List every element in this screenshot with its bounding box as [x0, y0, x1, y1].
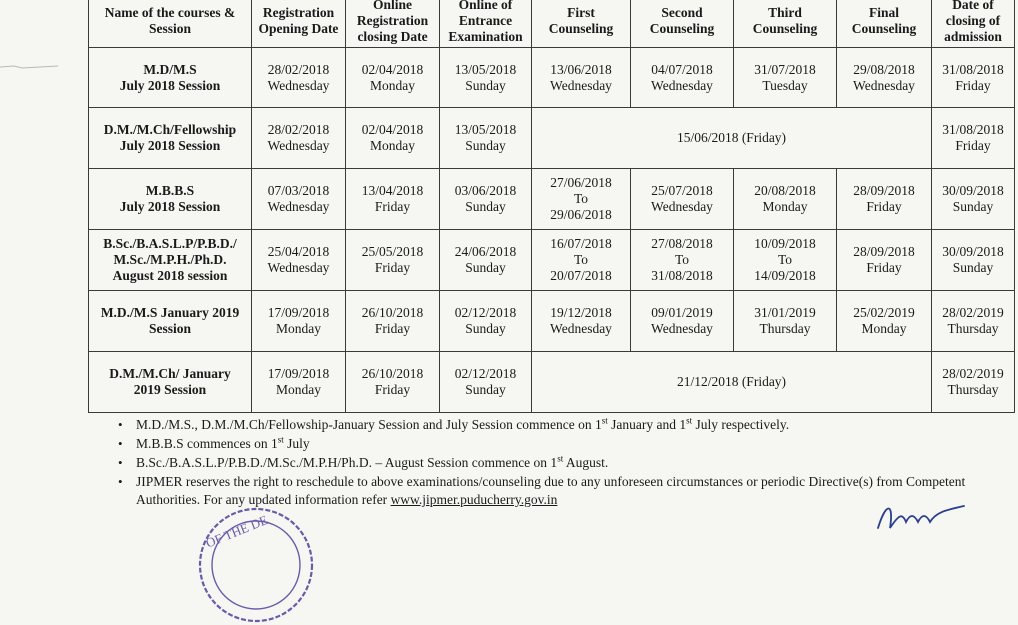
cell-line: 02/04/2018: [361, 61, 424, 77]
header-final-counseling: [837, 0, 932, 48]
cell-line: 28/02/2019: [942, 305, 1004, 320]
second-counseling-cell: [631, 169, 734, 230]
cell-line: Tuesday: [762, 77, 808, 93]
closing-cell: [932, 169, 1015, 230]
course-cell: [89, 169, 252, 230]
cell-line: 02/12/2018: [454, 366, 517, 381]
course-cell: [89, 230, 252, 291]
cell-line: Monday: [762, 199, 808, 214]
cell-line: M.B.B.S: [145, 183, 195, 198]
cell-line: 13/04/2018: [361, 183, 424, 198]
cell-line: Sunday: [952, 260, 994, 275]
cell-line: Monday: [276, 382, 321, 397]
table-row: [89, 352, 1015, 413]
final-counseling-cell: [837, 230, 932, 291]
third-counseling-cell: [734, 230, 837, 291]
header-course: [89, 0, 252, 48]
cell-line: Friday: [374, 321, 411, 336]
cell-line: To: [573, 252, 589, 267]
cell-line: July 2018 Session: [119, 199, 221, 214]
course-cell: [89, 291, 252, 352]
cell-line: Name of the courses & Session: [104, 5, 236, 36]
header-second-counseling: [631, 0, 734, 48]
note-session-commencement: • M.D./M.S., D.M./M.Ch/Fellowship-January Session and July Session commence on 1st January and 1st July respectively.: [118, 416, 1008, 434]
cell-line: 31/07/2018: [754, 61, 816, 77]
cell-line: Second Counseling: [649, 5, 715, 36]
cell-line: Wednesday: [550, 77, 612, 93]
cell-line: 16/07/2018: [550, 236, 612, 251]
cell-line: Session: [148, 321, 192, 336]
scan-margin-mark: [0, 64, 60, 70]
cell-line: Sunday: [952, 199, 994, 214]
cell-line: 14/09/2018: [754, 268, 816, 283]
closing-cell: [932, 230, 1015, 291]
reg-close-cell: [346, 230, 440, 291]
final-counseling-cell: [837, 291, 932, 352]
cell-line: D.M./M.Ch/ January: [109, 366, 231, 381]
cell-line: Online Registration closing Date: [356, 0, 429, 44]
cell-line: 02/12/2018: [454, 305, 517, 320]
header-row: [89, 0, 1015, 48]
cell-line: Wednesday: [651, 77, 713, 93]
header-closing-admission: [932, 0, 1015, 48]
exam-cell: [440, 291, 532, 352]
cell-line: To: [777, 252, 793, 267]
cell-line: Wednesday: [267, 138, 330, 153]
reg-open-cell: [252, 230, 346, 291]
cell-line: 17/09/2018: [267, 305, 330, 320]
header-registration-closing: [346, 0, 440, 48]
merged-counseling-cell: 21/12/2018 (Friday): [532, 352, 932, 413]
cell-line: 13/05/2018: [454, 61, 517, 77]
cell-line: 09/01/2019: [651, 305, 713, 320]
cell-line: 2019 Session: [133, 382, 207, 397]
cell-line: 28/02/2019: [942, 366, 1004, 381]
first-counseling-cell: [532, 48, 631, 108]
cell-line: 19/12/2018: [550, 305, 612, 320]
cell-line: 28/02/2018: [267, 122, 330, 137]
cell-line: Wednesday: [267, 77, 330, 93]
cell-line: July 2018 Session: [119, 77, 221, 93]
exam-cell: [440, 108, 532, 169]
reg-open-cell: [252, 291, 346, 352]
cell-line: 31/08/2018: [942, 122, 1004, 137]
first-counseling-cell: [532, 230, 631, 291]
cell-line: 27/08/2018: [651, 236, 713, 251]
cell-line: 04/07/2018: [651, 61, 713, 77]
cell-line: 25/02/2019: [853, 305, 915, 320]
signature: [872, 498, 972, 534]
cell-line: B.Sc./B.A.S.L.P/P.B.D./: [103, 236, 237, 251]
cell-line: Friday: [374, 199, 411, 214]
cell-line: To: [573, 191, 589, 206]
header-registration-opening: [252, 0, 346, 48]
notes-list: [118, 416, 1008, 510]
cell-line: 24/06/2018: [454, 244, 517, 259]
cell-line: 13/06/2018: [550, 61, 612, 77]
cell-line: Thursday: [759, 321, 811, 336]
cell-line: Friday: [374, 382, 411, 397]
cell-line: Friday: [374, 260, 411, 275]
cell-line: Wednesday: [550, 321, 612, 336]
header-third-counseling: [734, 0, 837, 48]
exam-cell: [440, 352, 532, 413]
reg-close-cell: [346, 108, 440, 169]
cell-line: 25/05/2018: [361, 244, 424, 259]
cell-line: Final Counseling: [851, 5, 917, 36]
cell-line: Monday: [370, 138, 415, 153]
closing-cell: [932, 48, 1015, 108]
note-august-session: • B.Sc./B.A.S.L.P/P.B.D./M.Sc./M.P.H/Ph.D. – August Session commence on 1st August.: [118, 454, 1008, 472]
cell-line: 25/04/2018: [267, 244, 330, 259]
cell-line: 31/08/2018: [942, 61, 1004, 77]
cell-line: Wednesday: [267, 260, 330, 275]
closing-cell: [932, 291, 1015, 352]
cell-line: D.M./M.Ch/Fellowship: [103, 122, 237, 137]
exam-cell: [440, 169, 532, 230]
first-counseling-cell: [532, 291, 631, 352]
seal-text: OF THE DE: [203, 512, 270, 551]
first-counseling-cell: [532, 169, 631, 230]
note-reschedule-disclaimer: • JIPMER reserves the right to reschedule to above examinations/counseling due to any unforeseen circumstances or periodic Directive(s) from Competent Authorities. For any updated information refer www.jipmer.puducherry.gov.in: [118, 473, 1008, 509]
reg-close-cell: [346, 291, 440, 352]
cell-line: Wednesday: [651, 321, 713, 336]
second-counseling-cell: [631, 230, 734, 291]
official-seal: [196, 505, 316, 625]
table-row: [89, 48, 1015, 108]
final-counseling-cell: [837, 169, 932, 230]
cell-line: Friday: [866, 199, 902, 214]
cell-line: 10/09/2018: [754, 236, 816, 251]
admission-schedule-table: [88, 0, 1015, 413]
note-mbbs-commencement: • M.B.B.S commences on 1st July: [118, 435, 1008, 453]
cell-line: 29/08/2018: [853, 61, 915, 77]
cell-line: M.Sc./M.P.H./Ph.D.: [113, 252, 227, 267]
cell-line: Friday: [866, 260, 902, 275]
closing-cell: [932, 352, 1015, 413]
cell-line: Sunday: [465, 260, 506, 275]
cell-line: 20/08/2018: [754, 183, 816, 198]
cell-line: 07/03/2018: [267, 183, 330, 198]
cell-line: 25/07/2018: [651, 183, 713, 198]
cell-line: 26/10/2018: [361, 305, 424, 320]
third-counseling-cell: [734, 291, 837, 352]
cell-line: Sunday: [465, 321, 506, 336]
reg-open-cell: [252, 352, 346, 413]
reg-open-cell: [252, 108, 346, 169]
cell-line: M.D/M.S: [143, 61, 197, 77]
cell-line: Monday: [861, 321, 907, 336]
cell-line: 27/06/2018: [550, 175, 612, 190]
table-row: [89, 230, 1015, 291]
course-cell: [89, 108, 252, 169]
final-counseling-cell: [837, 48, 932, 108]
cell-line: 03/06/2018: [454, 183, 517, 198]
cell-line: Friday: [955, 77, 991, 93]
cell-line: 30/09/2018: [942, 244, 1004, 259]
cell-line: Online of Entrance Examination: [448, 0, 523, 44]
second-counseling-cell: [631, 291, 734, 352]
closing-cell: [932, 108, 1015, 169]
cell-line: 28/02/2018: [267, 61, 330, 77]
cell-line: 28/09/2018: [853, 244, 915, 259]
merged-counseling-cell: 15/06/2018 (Friday): [532, 108, 932, 169]
exam-cell: [440, 48, 532, 108]
third-counseling-cell: [734, 48, 837, 108]
cell-line: Wednesday: [853, 77, 915, 93]
cell-line: July 2018 Session: [119, 138, 221, 153]
cell-line: To: [674, 252, 690, 267]
cell-line: 28/09/2018: [853, 183, 915, 198]
cell-line: Wednesday: [651, 199, 713, 214]
cell-line: Friday: [955, 138, 991, 153]
cell-line: M.D./M.S January 2019: [100, 305, 240, 320]
cell-line: 02/04/2018: [361, 122, 424, 137]
cell-line: Third Counseling: [752, 5, 818, 36]
cell-line: 31/01/2019: [754, 305, 816, 320]
cell-line: 17/09/2018: [267, 366, 330, 381]
header-entrance-exam: [440, 0, 532, 48]
course-cell: [89, 48, 252, 108]
reg-close-cell: [346, 169, 440, 230]
cell-line: Wednesday: [267, 199, 330, 214]
cell-line: 26/10/2018: [361, 366, 424, 381]
cell-line: 30/09/2018: [942, 183, 1004, 198]
cell-line: 29/06/2018: [550, 207, 612, 222]
cell-line: Sunday: [465, 382, 506, 397]
exam-cell: [440, 230, 532, 291]
cell-line: Thursday: [947, 382, 999, 397]
header-first-counseling: [532, 0, 631, 48]
cell-line: 31/08/2018: [651, 268, 713, 283]
reg-close-cell: [346, 352, 440, 413]
second-counseling-cell: [631, 48, 734, 108]
cell-line: Sunday: [465, 199, 506, 214]
jipmer-website-link[interactable]: www.jipmer.puducherry.gov.in: [390, 492, 558, 507]
cell-line: Registration Opening Date: [258, 5, 339, 36]
course-cell: [89, 352, 252, 413]
reg-open-cell: [252, 169, 346, 230]
cell-line: Date of closing of admission: [944, 0, 1002, 44]
cell-line: Thursday: [947, 321, 999, 336]
table-row: [89, 169, 1015, 230]
third-counseling-cell: [734, 169, 837, 230]
table-row: [89, 108, 1015, 169]
cell-line: First Counseling: [548, 5, 614, 36]
cell-line: Sunday: [465, 77, 506, 93]
cell-line: Sunday: [465, 138, 506, 153]
cell-line: 20/07/2018: [550, 268, 612, 283]
cell-line: Monday: [370, 77, 415, 93]
reg-open-cell: [252, 48, 346, 108]
cell-line: Monday: [276, 321, 321, 336]
cell-line: August 2018 session: [112, 268, 228, 283]
reg-close-cell: [346, 48, 440, 108]
cell-line: 13/05/2018: [454, 122, 517, 137]
table-row: [89, 291, 1015, 352]
